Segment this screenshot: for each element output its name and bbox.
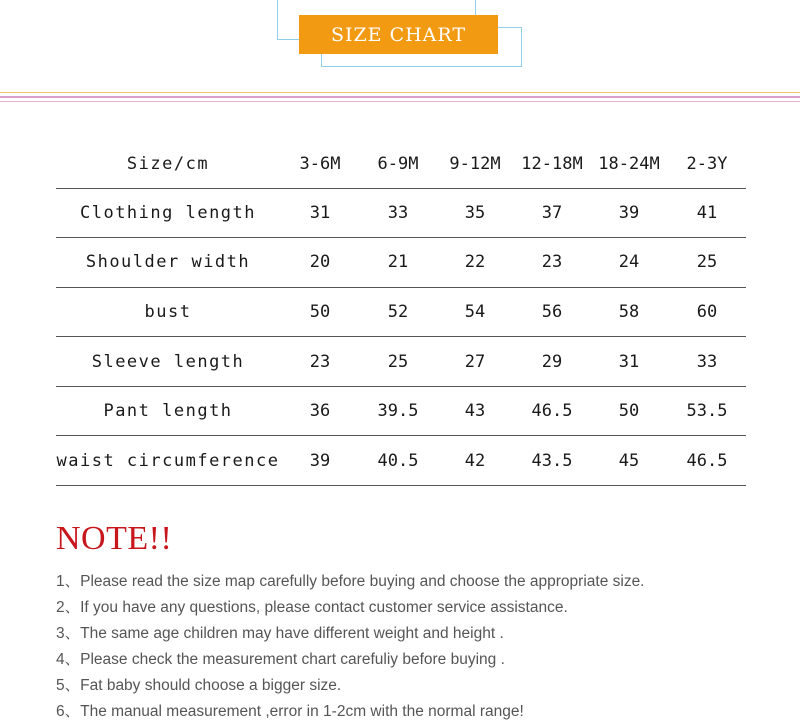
divider	[0, 96, 800, 98]
table-cell: 43	[436, 386, 514, 436]
table-cell: 56	[514, 287, 590, 337]
note-item: 2、If you have any questions, please contact customer service assistance.	[56, 599, 568, 616]
table-row	[56, 238, 746, 288]
table-cell: 53.5	[668, 386, 746, 436]
table-cell: 60	[668, 287, 746, 337]
column-header: 9-12M	[436, 140, 514, 188]
column-header: Size/cm	[56, 140, 280, 188]
divider	[0, 92, 800, 93]
row-label: Clothing length	[56, 188, 280, 238]
table-cell: 39	[280, 436, 360, 486]
table-cell: 43.5	[514, 436, 590, 486]
note-item: 5、Fat baby should choose a bigger size.	[56, 677, 342, 694]
column-header: 2-3Y	[668, 140, 746, 188]
table-cell: 45	[590, 436, 668, 486]
table-cell: 46.5	[668, 436, 746, 486]
size-table	[56, 140, 746, 486]
table-cell: 20	[280, 238, 360, 288]
note-item: 4、Please check the measurement chart carefuliy before buying .	[56, 651, 505, 668]
table-cell: 40.5	[360, 436, 436, 486]
row-label: bust	[56, 287, 280, 337]
table-cell: 52	[360, 287, 436, 337]
table-cell: 25	[668, 238, 746, 288]
page-title: SIZE CHART	[299, 15, 498, 54]
row-label: Pant length	[56, 386, 280, 436]
table-cell: 29	[514, 337, 590, 387]
notes-list	[56, 572, 645, 728]
table-cell: 36	[280, 386, 360, 436]
table-cell: 33	[360, 188, 436, 238]
table-row	[56, 287, 746, 337]
table-cell: 42	[436, 436, 514, 486]
column-header: 18-24M	[590, 140, 668, 188]
column-header: 12-18M	[514, 140, 590, 188]
table-cell: 31	[590, 337, 668, 387]
table-cell: 37	[514, 188, 590, 238]
table-cell: 22	[436, 238, 514, 288]
table-row	[56, 436, 746, 486]
note-heading: NOTE!!	[56, 520, 173, 557]
row-label: Shoulder width	[56, 238, 280, 288]
table-cell: 58	[590, 287, 668, 337]
row-label: waist circumference	[56, 436, 280, 486]
table-cell: 25	[360, 337, 436, 387]
table-cell: 23	[514, 238, 590, 288]
note-item: 1、Please read the size map carefully before buying and choose the appropriate size.	[56, 573, 645, 590]
table-cell: 24	[590, 238, 668, 288]
header-banner	[0, 0, 800, 110]
table-header-row	[56, 140, 746, 188]
row-label: Sleeve length	[56, 337, 280, 387]
table-cell: 39	[590, 188, 668, 238]
table-cell: 41	[668, 188, 746, 238]
divider	[0, 101, 800, 102]
table-cell: 50	[280, 287, 360, 337]
column-header: 6-9M	[360, 140, 436, 188]
table-cell: 33	[668, 337, 746, 387]
note-item: 6、The manual measurement ,error in 1-2cm with the normal range!	[56, 703, 524, 720]
table-cell: 39.5	[360, 386, 436, 436]
table-row	[56, 337, 746, 387]
table-cell: 50	[590, 386, 668, 436]
table-cell: 35	[436, 188, 514, 238]
column-header: 3-6M	[280, 140, 360, 188]
table-cell: 46.5	[514, 386, 590, 436]
table-row	[56, 188, 746, 238]
table-cell: 54	[436, 287, 514, 337]
table-row	[56, 386, 746, 436]
table-cell: 23	[280, 337, 360, 387]
table-cell: 27	[436, 337, 514, 387]
table-cell: 31	[280, 188, 360, 238]
table-cell: 21	[360, 238, 436, 288]
note-item: 3、The same age children may have different weight and height .	[56, 625, 504, 642]
